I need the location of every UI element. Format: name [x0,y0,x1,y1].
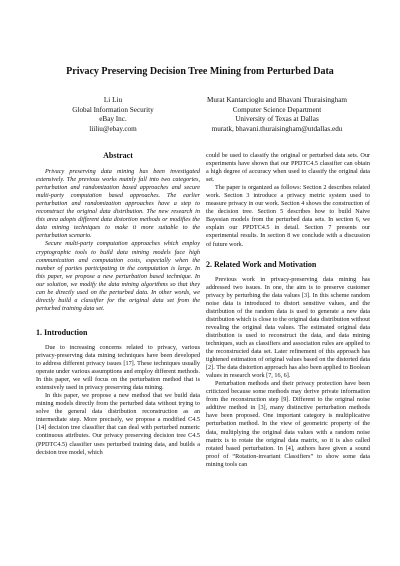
author-affiliation: Computer Science Department [232,105,322,114]
right-column [206,152,370,469]
body-paragraph: In this paper, we propose a new method that we build data mining models directly from the perturbed data without trying to solve the general data distribution reconstruction as an intermediate step. More precisely, we propose a modified C4.5 [14] decision tree classifier that can deal with perturbed numeric continuous attributes. Our privacy preserving decision tree C4.5 (PPDTC4.5) classifier uses perturbed training data, and builds a decision tree model, which [36,392,200,456]
body-paragraph: Perturbation methods and their privacy protection have been criticized because some methods may derive private information from the reconstruction step [9]. Different to the original noise additive method in [3], many distinctive perturbation methods have been proposed. One important category is multiplicative perturbation method. In the view of geometric property of the data, multiplying the original data values with a random noise matrix is to rotate the original data matrix, so it is also called rotated based perturbation. In [4], authors have given a sound proof of “Rotation-invariant Classifiers” to show some data mining tools can [206,380,370,468]
section-heading-related-work: 2. Related Work and Motivation [206,259,317,269]
left-column [36,152,200,457]
abstract-paragraph: Privacy preserving data mining has been investigated extensively. The previous works mainly fall into two categories, perturbation and randomization based approaches and secure multi-party computation based approaches. The earlier perturbation and randomization approaches have a step to reconstruct the original data distribution. The new research in this area adopts different data distortion methods or modifies the data mining techniques to make it more suitable to the perturbation scenario. [36,168,200,240]
abstract-body [36,168,200,313]
author-organization: eBay Inc. [99,115,127,124]
author-name: Murat Kantarcioglu and Bhavani Thuraisingham [207,96,347,104]
body-paragraph: could be used to classify the original or perturbed data sets. Our experiments have shown that our PPDTC4.5 classifier can obtain a high degree of accuracy when used to classify the original data set. [206,152,370,184]
abstract-paragraph: Secure multi-party computation approaches which employ cryptographic tools to build data mining models face high communication and computation costs, especially when the number of parties participating in the computation is large. In this paper, we propose a new perturbation based technique. In our solution, we modify the data mining algorithms so that they can be directly used on the perturbed data. In other words, we directly build a classifier for the original data set from the perturbed training data set. [36,240,200,312]
author-organization: University of Texas at Dallas [235,115,319,124]
section-heading-introduction: 1. Introduction [36,327,88,337]
body-paragraph: The paper is organized as follows: Section 2 describes related work. Section 3 introduce a privacy metric system used to measure privacy in our work. Section 4 shows the construction of the decision tree. Section 5 describes how to build Naive Bayesian models from the perturbed data sets. In section 6, we explain our PPDTC4.5 in detail. Section 7 presents our experimental results. In section 8 we conclude with a discussion of future work. [206,184,370,248]
body-paragraph: Due to increasing concerns related to privacy, various privacy-preserving data mining techniques have been developed to address different privacy issues [17]. These techniques usually operate under various assumptions and employ different methods. In this paper, we will focus on the perturbation method that is extensively used in privacy preserving data mining. [36,343,200,392]
author-block-left [48,96,178,134]
abstract-heading: Abstract [103,151,133,160]
body-paragraph: Previous work in privacy-preserving data mining has addressed two issues. In one, the aim is to preserve customer privacy by perturbing the data values [3]. In this scheme random noise data is introduced to distort sensitive values, and the distribution of the random data is used to generate a new data distribution which is close to the original data distribution without revealing the original data values. The estimated original data distribution is used to reconstruct the data, and data mining techniques, such as classifiers and association rules are applied to the reconstructed data set. Later refinement of this approach has tightened estimation of original values based on the distorted data [2]. The data distortion approach has also been applied to Boolean values in research work [7, 16, 6]. [206,275,370,380]
author-name: Li Liu [103,96,123,104]
paper-title: Privacy Preserving Decision Tree Mining from Perturbed Data [66,66,334,77]
author-email: muratk, bhavani.thuraisingham@utdallas.edu [211,124,343,133]
author-block-right [172,96,382,134]
author-email: liiliu@ebay.com [89,124,137,133]
author-affiliation: Global Information Security [72,105,154,114]
